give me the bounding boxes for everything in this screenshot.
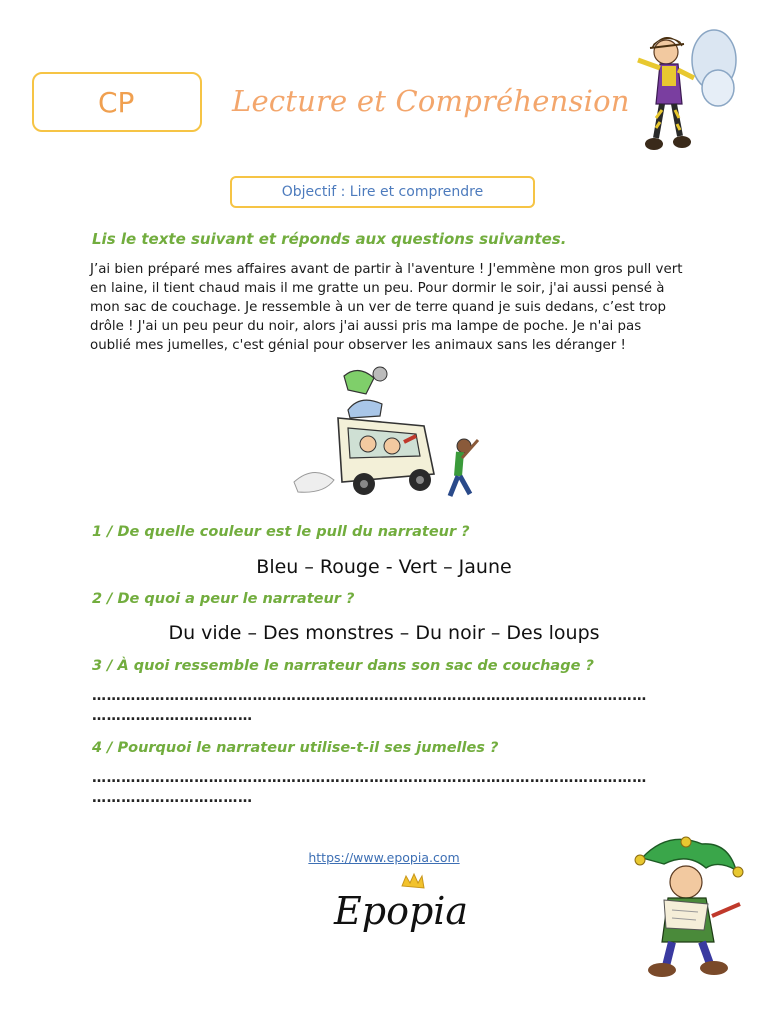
epopia-link[interactable]: https://www.epopia.com: [308, 850, 460, 865]
objective-box: Objectif : Lire et comprendre: [230, 176, 535, 208]
question-4: 4 / Pourquoi le narrateur utilise-t-il ses jumelles ?: [92, 740, 499, 756]
grade-box: [32, 72, 202, 132]
epopia-logo: [328, 874, 469, 946]
question-3: 3 / À quoi ressemble le narrateur dans son sac de couchage ?: [92, 658, 594, 674]
answer-line[interactable]: ……………………………: [92, 790, 253, 806]
reading-passage: J’ai bien préparé mes affaires avant de partir à l'aventure ! J'emmène mon gros pull vert en laine, il tient chaud mais il me gratte un peu. Pour dormir le soir, j'ai aussi pensé à mon sac de couchage. Je ressemble à un ver de terre quand je suis dedans, c’est trop drôle ! J'ai un peu peur du noir, alors j'ai aussi pris ma lampe de poche. Je n'ai pas oublié mes jumelles, c'est génial pour observer les animaux sans les déranger !: [90, 262, 683, 353]
question-1-choices: Bleu – Rouge - Vert – Jaune: [256, 556, 512, 578]
grade-label: CP: [98, 86, 135, 119]
crown-icon: [402, 874, 424, 888]
answer-line[interactable]: ……………………………………………………………………………………………………: [92, 688, 647, 704]
answer-line[interactable]: ……………………………………………………………………………………………………: [92, 770, 647, 786]
page-title: Lecture et Compréhension: [232, 84, 630, 118]
answer-line[interactable]: ……………………………: [92, 708, 253, 724]
question-1: 1 / De quelle couleur est le pull du narrateur ?: [92, 524, 470, 540]
question-2-choices: Du vide – Des monstres – Du noir – Des loups: [168, 622, 600, 644]
question-2: 2 / De quoi a peur le narrateur ?: [92, 591, 355, 607]
svg-text:Epopia: Epopia: [334, 889, 469, 933]
instruction-text: Lis le texte suivant et réponds aux questions suivantes.: [92, 230, 567, 248]
fairy-illustration: [622, 18, 742, 160]
jester-illustration: [628, 830, 752, 980]
car-adventure-illustration: [284, 364, 484, 512]
